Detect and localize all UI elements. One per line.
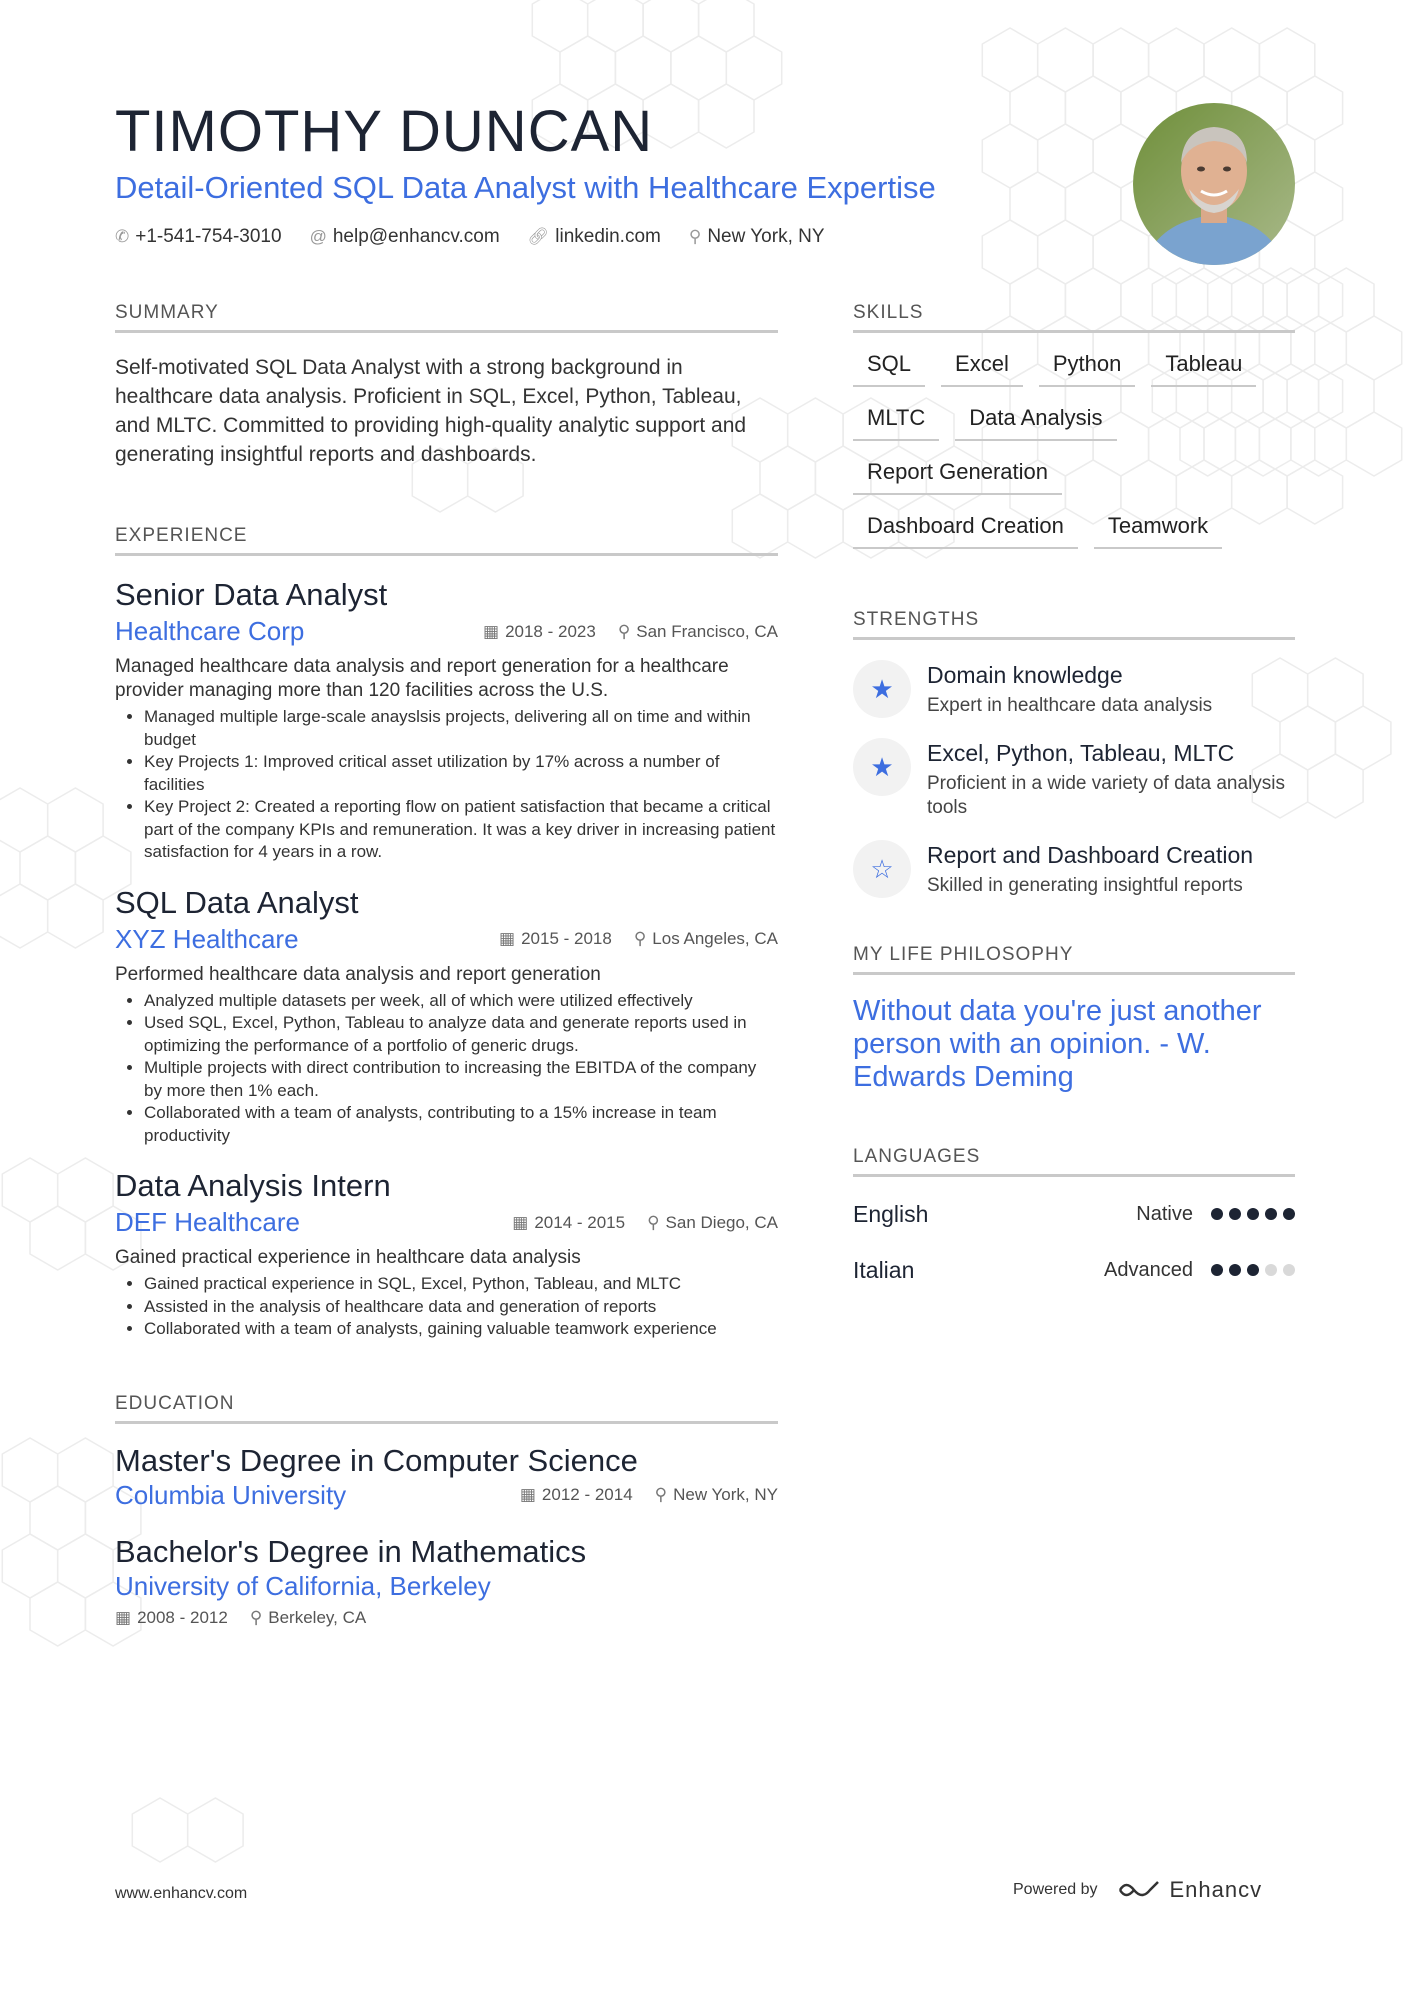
right-column bbox=[853, 302, 1295, 1289]
job-bullet: • Analyzed multiple datasets per week, all of which were utilized effectively bbox=[144, 990, 778, 1013]
strength-item bbox=[853, 840, 1295, 898]
skill-tag: SQL bbox=[853, 349, 925, 387]
rating-dot bbox=[1247, 1208, 1259, 1220]
job-dates-text: 2015 - 2018 bbox=[521, 929, 612, 948]
enhancv-logo-icon bbox=[1116, 1878, 1162, 1902]
education-entry bbox=[115, 1442, 778, 1511]
edu-dates bbox=[520, 1485, 633, 1505]
strength-description: Skilled in generating insightful reports bbox=[927, 875, 1243, 896]
skill-tag: Tableau bbox=[1151, 349, 1256, 387]
edu-dates-text: 2012 - 2014 bbox=[541, 1485, 633, 1504]
job-bullets bbox=[115, 706, 778, 864]
star-outline-icon: ☆ bbox=[853, 840, 911, 898]
job-entry bbox=[115, 1167, 778, 1341]
edu-location-text: Berkeley, CA bbox=[268, 1607, 367, 1627]
job-dates bbox=[512, 1213, 625, 1233]
location-pin-icon: ⚲ bbox=[647, 1212, 660, 1232]
location-pin-icon: ⚲ bbox=[249, 1607, 263, 1627]
school-name: University of California, Berkeley bbox=[115, 1570, 491, 1601]
edu-location bbox=[250, 1608, 366, 1628]
skill-tag: MLTC bbox=[853, 403, 939, 441]
job-bullet: • Key Projects 1: Improved critical asset utilization by 17% across a number of facilities bbox=[144, 751, 778, 796]
language-name: Italian bbox=[853, 1256, 915, 1283]
language-rating bbox=[1211, 1208, 1295, 1220]
job-company: Healthcare Corp bbox=[115, 616, 305, 646]
strengths-section-title: STRENGTHS bbox=[853, 609, 1295, 640]
skill-tag: Data Analysis bbox=[955, 403, 1116, 441]
language-item bbox=[853, 1195, 1295, 1233]
job-description: Managed healthcare data analysis and report generation for a healthcare provider managing more than 120 facilities across the U.S. bbox=[115, 656, 729, 701]
language-name: English bbox=[853, 1200, 929, 1227]
calendar-icon: ▦ bbox=[483, 621, 500, 641]
languages-section-title: LANGUAGES bbox=[853, 1146, 1295, 1177]
location-pin-icon: ⚲ bbox=[654, 1485, 668, 1504]
job-company: DEF Healthcare bbox=[115, 1207, 300, 1237]
job-bullet: • Key Project 2: Created a reporting flow on patient satisfaction that became a critical part of the company KPIs and remuneration. It was a key driver in increasing patient satisfaction for 4 years in a row. bbox=[144, 796, 778, 864]
rating-dot bbox=[1247, 1264, 1259, 1276]
edu-dates-text: 2008 - 2012 bbox=[137, 1607, 228, 1627]
location-pin-icon: ⚲ bbox=[617, 621, 631, 641]
at-icon: @ bbox=[309, 227, 327, 246]
job-entry bbox=[115, 576, 778, 864]
language-item bbox=[853, 1251, 1295, 1289]
strength-title: Report and Dashboard Creation bbox=[927, 842, 1254, 868]
skills-section-title: SKILLS bbox=[853, 302, 1295, 333]
job-bullets bbox=[115, 1273, 778, 1341]
candidate-headline: Detail-Oriented SQL Data Analyst with Healthcare Expertise bbox=[115, 170, 936, 205]
rating-dot bbox=[1283, 1208, 1295, 1220]
education-entry bbox=[115, 1533, 778, 1628]
job-location-text: San Diego, CA bbox=[665, 1212, 778, 1232]
link-icon: 🔗︎ bbox=[527, 227, 550, 246]
skill-tag: Report Generation bbox=[853, 457, 1062, 495]
calendar-icon: ▦ bbox=[512, 1212, 529, 1232]
contact-location bbox=[689, 226, 825, 248]
star-half-icon: ★ bbox=[853, 738, 911, 796]
job-location-text: San Francisco, CA bbox=[636, 621, 778, 641]
linkedin-text: linkedin.com bbox=[555, 226, 661, 247]
rating-dot bbox=[1211, 1208, 1223, 1220]
powered-by-text: Powered by bbox=[1013, 1881, 1098, 1898]
resume-header bbox=[115, 100, 1115, 248]
language-rating bbox=[1211, 1264, 1295, 1276]
job-bullet: • Multiple projects with direct contribution to increasing the EBITDA of the company by more then 1% each. bbox=[144, 1057, 778, 1102]
footer-branding bbox=[1013, 1877, 1262, 1903]
strength-description: Expert in healthcare data analysis bbox=[927, 695, 1213, 716]
job-title: Senior Data Analyst bbox=[115, 577, 388, 612]
edu-location bbox=[655, 1485, 778, 1505]
strength-description: Proficient in a wide variety of data analysis tools bbox=[927, 773, 1286, 818]
enhancv-brand-text: Enhancv bbox=[1169, 1877, 1263, 1902]
calendar-icon: ▦ bbox=[519, 1485, 536, 1504]
job-dates bbox=[483, 622, 596, 642]
job-title: Data Analysis Intern bbox=[115, 1168, 391, 1203]
calendar-icon: ▦ bbox=[115, 1607, 132, 1627]
job-bullet: • Collaborated with a team of analysts, contributing to a 15% increase in team productivity bbox=[144, 1102, 778, 1147]
strength-title: Domain knowledge bbox=[927, 662, 1123, 688]
job-dates-text: 2014 - 2015 bbox=[534, 1212, 626, 1232]
rating-dot bbox=[1265, 1264, 1277, 1276]
school-name: Columbia University bbox=[115, 1479, 347, 1510]
summary-text: Self-motivated SQL Data Analyst with a strong background in healthcare data analysis. Proficient in SQL, Excel, Python, Tableau, and MLTC. Committed to providing high-quality analytic support and generating insightful reports and dashboards. bbox=[115, 356, 747, 466]
contact-row bbox=[115, 226, 1115, 248]
location-pin-icon: ⚲ bbox=[688, 227, 702, 246]
skills-list bbox=[853, 349, 1303, 549]
strength-item bbox=[853, 738, 1295, 820]
email-text: help@enhancv.com bbox=[332, 226, 500, 247]
summary-section-title: SUMMARY bbox=[115, 302, 778, 333]
skill-tag: Excel bbox=[941, 349, 1023, 387]
skill-tag: Dashboard Creation bbox=[853, 511, 1078, 549]
job-bullet: • Collaborated with a team of analysts, gaining valuable teamwork experience bbox=[144, 1318, 778, 1341]
job-location-text: Los Angeles, CA bbox=[652, 929, 778, 948]
star-half-icon: ★ bbox=[853, 660, 911, 718]
job-location bbox=[634, 929, 778, 949]
job-bullet: • Managed multiple large-scale anayslsis projects, delivering all on time and within budget bbox=[144, 706, 778, 751]
language-level: Advanced bbox=[1104, 1258, 1193, 1281]
language-level: Native bbox=[1136, 1202, 1193, 1225]
contact-linkedin[interactable] bbox=[528, 226, 661, 248]
phone-text: +1-541-754-3010 bbox=[135, 226, 282, 247]
rating-dot bbox=[1283, 1264, 1295, 1276]
strength-item bbox=[853, 660, 1295, 718]
education-section-title: EDUCATION bbox=[115, 1393, 778, 1424]
job-entry bbox=[115, 884, 778, 1148]
job-bullet: • Gained practical experience in SQL, Excel, Python, Tableau, and MLTC bbox=[144, 1273, 778, 1296]
location-text: New York, NY bbox=[707, 226, 825, 247]
job-location bbox=[618, 622, 778, 642]
job-location bbox=[647, 1213, 778, 1233]
job-bullets bbox=[115, 990, 778, 1148]
strength-title: Excel, Python, Tableau, MLTC bbox=[927, 740, 1235, 766]
left-column bbox=[115, 302, 778, 1628]
job-bullet: • Used SQL, Excel, Python, Tableau to analyze data and generate reports used in optimizing the performance of a portfolio of generic drugs. bbox=[144, 1012, 778, 1057]
job-dates-text: 2018 - 2023 bbox=[505, 621, 596, 641]
job-title: SQL Data Analyst bbox=[115, 884, 359, 920]
rating-dot bbox=[1229, 1264, 1241, 1276]
edu-dates bbox=[115, 1608, 228, 1628]
job-description: Performed healthcare data analysis and report generation bbox=[115, 963, 601, 985]
phone-icon: ✆ bbox=[115, 227, 130, 246]
skill-tag: Teamwork bbox=[1094, 511, 1222, 549]
enhancv-logo[interactable] bbox=[1116, 1877, 1263, 1903]
job-description: Gained practical experience in healthcare data analysis bbox=[115, 1247, 581, 1268]
job-dates bbox=[499, 929, 612, 949]
skill-tag: Python bbox=[1039, 349, 1136, 387]
job-company: XYZ Healthcare bbox=[115, 923, 299, 954]
experience-section-title: EXPERIENCE bbox=[115, 525, 778, 556]
philosophy-section-title: MY LIFE PHILOSOPHY bbox=[853, 944, 1295, 975]
degree-title: Bachelor's Degree in Mathematics bbox=[115, 1533, 587, 1569]
rating-dot bbox=[1265, 1208, 1277, 1220]
footer-website[interactable]: www.enhancv.com bbox=[115, 1885, 248, 1902]
rating-dot bbox=[1211, 1264, 1223, 1276]
job-bullet: • Assisted in the analysis of healthcare data and generation of reports bbox=[144, 1296, 778, 1319]
candidate-name: TIMOTHY DUNCAN bbox=[115, 99, 654, 164]
rating-dot bbox=[1229, 1208, 1241, 1220]
profile-photo bbox=[1133, 103, 1295, 265]
degree-title: Master's Degree in Computer Science bbox=[115, 1442, 638, 1478]
contact-email[interactable] bbox=[310, 226, 500, 248]
philosophy-quote: Without data you're just another person with an opinion. - W. Edwards Deming bbox=[853, 995, 1262, 1093]
edu-location-text: New York, NY bbox=[673, 1485, 778, 1504]
contact-phone[interactable] bbox=[115, 226, 282, 248]
calendar-icon: ▦ bbox=[499, 929, 516, 948]
location-pin-icon: ⚲ bbox=[633, 929, 647, 948]
